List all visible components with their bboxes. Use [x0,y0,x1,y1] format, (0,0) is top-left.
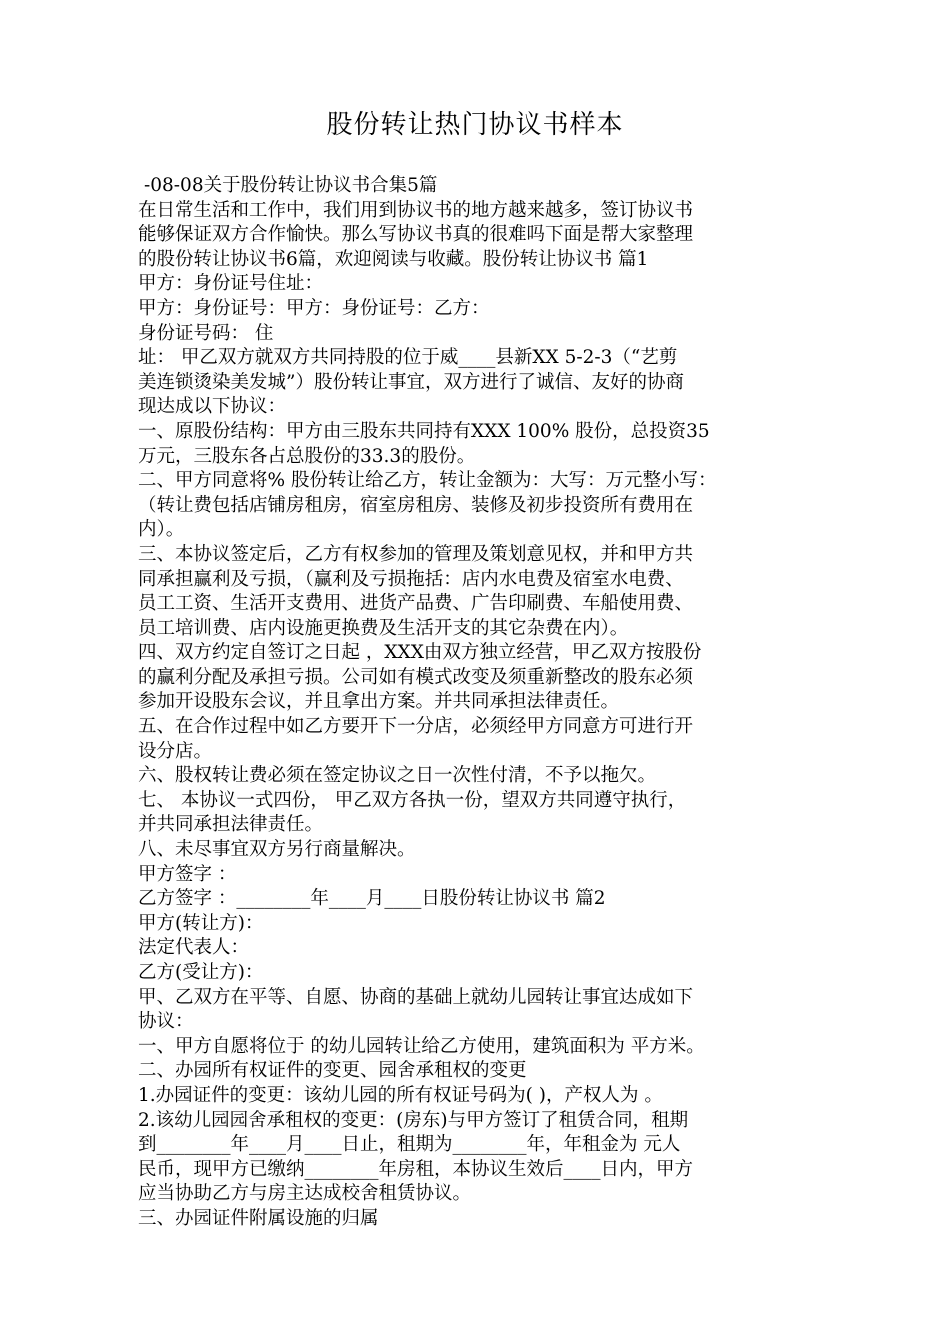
text-line: 的赢利分配及承担亏损。公司如有模式改变及须重新整改的股东必须 [138,666,694,688]
text-line: 能够保证双方合作愉快。那么写协议书真的很难吗下面是帮大家整理 [138,224,694,246]
text-line: 参加开设股东会议，并且拿出方案。并共同承担法律责任。 [138,691,620,713]
text-line: 甲方：身份证号住址： [138,273,324,295]
text-line: （转让费包括店铺房租房，宿室房租房、装修及初步投资所有费用在 [138,494,694,516]
text-line: 到________年____月____日止，租期为________年，年租金为 元人 [138,1134,681,1156]
text-line: 乙方签字 ：________年____月____日股份转让协议书 篇2 [138,888,606,910]
text-line: 应当协助乙方与房主达成校舍租赁协议。 [138,1183,472,1205]
text-line: 美连锁烫染美发城”）股份转让事宜，双方进行了诚信、友好的协商 [138,371,684,393]
text-line: 同承担赢利及亏损，（赢利及亏损拖括：店内水电费及宿室水电费、 [138,568,684,590]
text-line: 甲方签字 ： [138,863,237,885]
text-line: 的股份转让协议书6篇，欢迎阅读与收藏。股份转让协议书 篇1 [138,248,649,270]
text-line: 2.该幼儿园园舍承租权的变更：(房东)与甲方签订了租赁合同，租期 [138,1109,689,1131]
text-line: 五、在合作过程中如乙方要开下一分店，必须经甲方同意方可进行开 [138,716,694,738]
text-line: 万元，三股东各占总股份的33.3的股份。 [138,445,476,467]
text-line: 三、办园证件附属设施的归属 [138,1207,379,1229]
text-line: 现达成以下协议： [138,396,287,418]
text-line: 七、 本协议一式四份， 甲乙双方各执一份，望双方共同遵守执行， [138,789,687,811]
text-line: 乙方(受让方)： [138,962,264,983]
text-line: 在日常生活和工作中，我们用到协议书的地方越来越多，签订协议书 [138,199,694,221]
text-line: 法定代表人： [138,937,250,959]
text-line: 六、股权转让费必须在签定协议之日一次性付清，不予以拖欠。 [138,765,657,787]
text-line: -08-08关于股份转让协议书合集5篇 [144,175,438,196]
text-line: 二、甲方同意将% 股份转让给乙方，转让金额为：大写：万元整小写： [138,470,717,492]
text-line: 一、原股份结构：甲方由三股东共同持有XXX 100% 股份，总投资35 [138,420,710,442]
text-line: 1.办园证件的变更：该幼儿园的所有权证号码为( )，产权人为 。 [138,1084,663,1106]
text-line: 设分店。 [138,740,213,762]
text-line: 协议： [138,1011,194,1033]
text-line: 址： 甲乙双方就双方共同持股的位于威____县新XX 5-2-3（“艺剪 [138,347,678,369]
text-line: 三、本协议签定后，乙方有权参加的管理及策划意见权，并和甲方共 [138,543,694,565]
text-line: 甲方：身份证号：甲方：身份证号：乙方： [138,297,490,319]
text-line: 一、甲方自愿将位于 的幼儿园转让给乙方使用，建筑面积为 平方米。 [138,1035,705,1057]
document-title: 股份转让热门协议书样本 [326,110,624,140]
text-line: 员工工资、生活开支费用、进货产品费、广告印刷费、车船使用费、 [138,593,694,615]
text-line: 民币，现甲方已缴纳________年房租，本协议生效后____日内，甲方 [138,1158,694,1180]
text-line: 甲、乙双方在平等、自愿、协商的基础上就幼儿园转让事宜达成如下 [138,986,694,1008]
text-line: 身份证号码： 住 [138,322,274,344]
text-line: 八、未尽事宜双方另行商量解决。 [138,839,416,861]
text-line: 员工培训费、店内设施更换费及生活开支的其它杂费在内）。 [138,617,629,639]
text-line: 内）。 [138,519,185,541]
text-line: 并共同承担法律责任。 [138,814,324,836]
text-line: 甲方(转让方)： [138,912,264,934]
document-body [138,174,818,1232]
text-line: 四、双方约定自签订之日起 ，XXX由双方独立经营，甲乙双方按股份 [138,642,702,664]
text-line: 二、办园所有权证件的变更、园舍承租权的变更 [138,1060,527,1082]
